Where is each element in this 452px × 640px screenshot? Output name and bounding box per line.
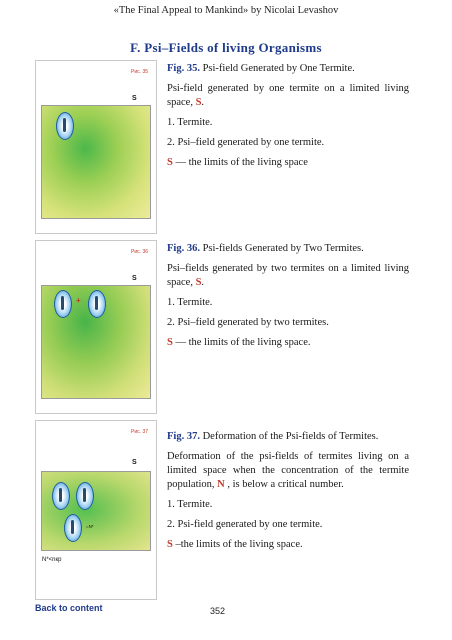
figure-37-condition-label: N*<nкр (42, 557, 62, 563)
figure-35-psi-field (41, 105, 151, 219)
figure-35-legend-text: — the limits of the living space (172, 157, 308, 168)
termite-icon (88, 290, 106, 318)
figure-37-description-n: N (217, 479, 225, 490)
figure-36-image (35, 240, 157, 414)
figure-37-item-2: 2. Psi-field generated by one termite. (167, 519, 323, 530)
figure-35-description: Psi-field generated by one termite on a limited living space, (167, 83, 409, 108)
figure-35-title: Psi-field Generated by One Termite. (199, 63, 355, 74)
figure-36-description-s: S (195, 277, 202, 288)
figure-36-psi-field (41, 285, 151, 399)
termite-icon (52, 482, 70, 510)
figure-36-description-end: . (201, 277, 205, 288)
back-to-content-link[interactable]: Back to content (35, 603, 103, 613)
termite-icon (56, 112, 74, 140)
termite-icon (64, 514, 82, 542)
figure-37-description: Deformation of the psi-fields of termites living on a limited space when the concentration of the termite population, (167, 451, 409, 490)
figure-36-plus: + (76, 296, 81, 305)
figure-35-item-1: 1. Termite. (167, 117, 213, 128)
figure-37-item-1: 1. Termite. (167, 499, 213, 510)
figure-36-legend-s: S (167, 337, 173, 348)
figure-35-description-end: . (201, 97, 205, 108)
figure-37-image (35, 420, 157, 600)
termite-icon (76, 482, 94, 510)
figure-37-title: Deformation of the Psi-fields of Termites. (199, 431, 379, 442)
figure-36-item-1: 1. Termite. (167, 297, 213, 308)
section-title: F. Psi–Fields of living Organisms (130, 40, 322, 55)
figure-36-item-2: 2. Psi–field generated by two termites. (167, 317, 329, 328)
figure-35-description-s: S (195, 97, 202, 108)
termite-icon (54, 290, 72, 318)
figure-37-population-label: =N* (86, 524, 94, 529)
figure-36-number: Fig. 36. (167, 243, 200, 254)
figure-35-number: Fig. 35. (167, 63, 200, 74)
figure-37-image-label: Рис. 37 (131, 429, 148, 435)
figure-36-caption (167, 242, 409, 356)
figure-35-item-2: 2. Psi–field generated by one termite. (167, 137, 325, 148)
figure-36-legend-text: — the limits of the living space. (172, 337, 311, 348)
figure-37-description-end: , is below a critical number. (224, 479, 344, 490)
running-header: «The Final Appeal to Mankind» by Nicolai Levashov (113, 5, 339, 16)
figure-36-description: Psi–fields generated by two termites on a limited living space, (167, 263, 409, 288)
figure-37-space-label: S (132, 459, 137, 466)
figure-37-number: Fig. 37. (167, 431, 200, 442)
figure-37-psi-field (41, 471, 151, 551)
figure-37-caption (167, 430, 409, 558)
figure-36-title: Psi-fields Generated by Two Termites. (199, 243, 364, 254)
figure-35-space-label: S (132, 95, 137, 102)
figure-37-legend-s: S (167, 539, 173, 550)
figure-37-legend-text: –the limits of the living space. (172, 539, 303, 550)
figure-35-image (35, 60, 157, 234)
figure-35-legend-s: S (167, 157, 173, 168)
figure-35-caption (167, 62, 409, 176)
figure-36-space-label: S (132, 275, 137, 282)
figure-36-image-label: Рис. 36 (131, 249, 148, 255)
figure-35-image-label: Рис. 35 (131, 69, 148, 75)
page-number: 352 (210, 606, 226, 616)
